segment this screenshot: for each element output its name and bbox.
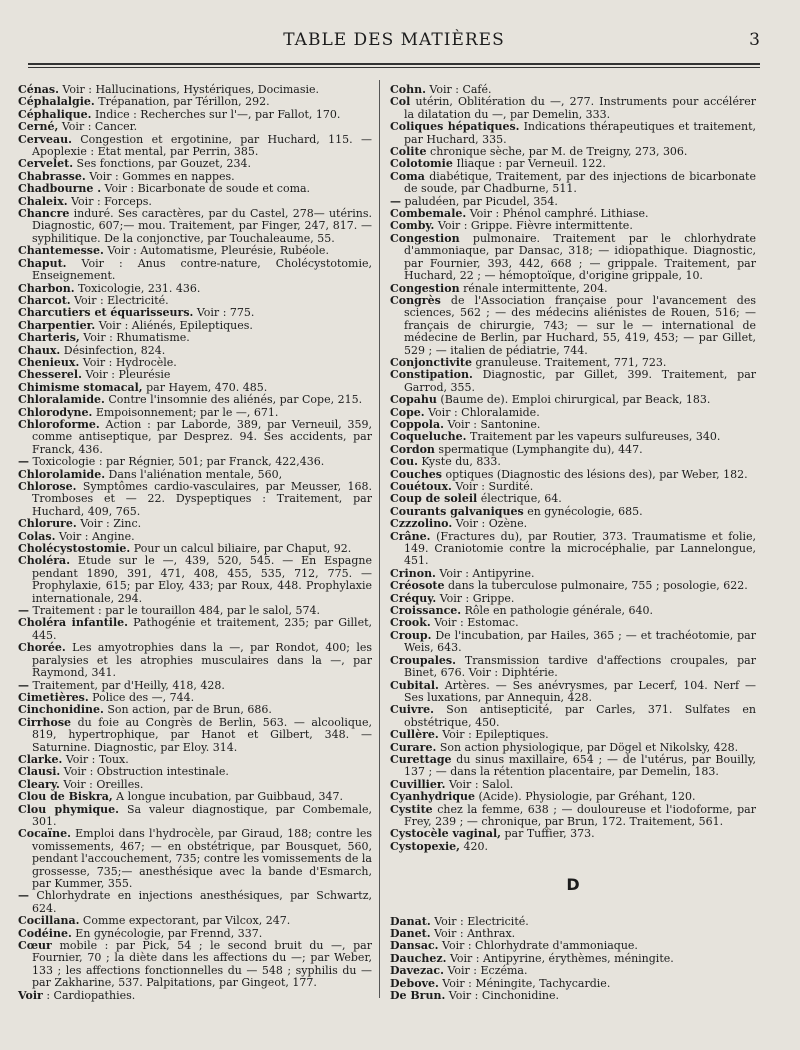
entry-text: Voir : Cinchonidine. — [448, 989, 559, 1003]
entry-heading: Charteris, — [18, 331, 80, 345]
entry-heading: Cervelet. — [18, 157, 74, 171]
entry-text: Voir : Hallucinations, Hystériques, Docimasie. — [62, 83, 320, 96]
entry-heading: Chantemesse. — [18, 244, 104, 258]
header-rule — [28, 63, 760, 68]
entry-text: Voir : Anthrax. — [434, 927, 516, 940]
entry-heading: Cou. — [390, 455, 418, 469]
entry-heading: Cœur — [18, 939, 52, 953]
entry-text: 420. — [463, 839, 489, 853]
entry-text: Voir : Forceps. — [71, 194, 152, 208]
entry-heading: Cleary. — [18, 777, 60, 791]
entry-heading: Cirrhose — [18, 715, 72, 729]
entry-heading: Charpentier. — [18, 318, 96, 332]
entry-heading: Coma — [390, 169, 425, 183]
entry-heading: Codéine. — [18, 926, 72, 940]
entry-heading: — — [18, 889, 29, 903]
entry-text: par Hayem, 470. 485. — [146, 380, 268, 394]
index-entry — [390, 680, 756, 705]
index-entry — [390, 704, 756, 729]
index-entry — [18, 804, 372, 829]
entry-text: (Acide). Physiologie, par Gréhant, 120. — [478, 790, 696, 804]
index-entry — [390, 754, 756, 779]
index-entry — [18, 555, 372, 605]
entry-heading: Colas. — [18, 529, 56, 543]
entry-heading: Dauchez. — [390, 951, 447, 965]
entry-text: Voir : Grippe. — [439, 591, 515, 605]
entry-text: Voir : Angine. — [58, 529, 135, 543]
entry-text: (Baume de). Emploi chirurgical, par Beack, 183. — [440, 393, 711, 407]
entry-text: Voir : Grippe. Fièvre intermittente. — [437, 219, 633, 233]
entry-heading: Cohn. — [390, 83, 426, 96]
index-entry — [390, 630, 756, 655]
page-header — [28, 30, 760, 64]
entry-text: Indications thérapeutiques et traitement, par Huchard, 335. — [404, 120, 756, 146]
entry-heading: Choléra. — [18, 554, 71, 568]
entry-text: Voir : Epileptiques. — [442, 728, 549, 742]
entry-text: Etude sur le —, 439, 520, 545. — En Espagne pendant 1890, 391, 471, 408, 455, 535, 712, 775. — Prophylaxie, 615; par Eloy, 433; par Roux, 448. Prophylaxie internationale, 294. — [32, 554, 372, 605]
entry-text: chronique sèche, par M. de Treigny, 273, 306. — [430, 145, 688, 159]
index-entry — [390, 233, 756, 283]
entry-text: Kyste du, 833. — [421, 455, 501, 469]
entry-text: Voir : Estomac. — [434, 616, 519, 630]
index-entry — [390, 369, 756, 394]
index-entry — [18, 481, 372, 518]
index-entry — [18, 617, 372, 642]
entry-text: Voir : Electricité. — [434, 914, 529, 928]
entry-text: du foie au Congrès de Berlin, 563. — alcoolique, 819, hypertrophique, par Hanot et Gilbert, 348. — Saturnine. Diagnostic, par Eloy. 314. — [32, 715, 372, 754]
entry-heading: Croupales. — [390, 653, 456, 667]
entry-text: Voir : Chlorhydrate d'ammoniaque. — [442, 939, 638, 953]
entry-heading: Cystite — [390, 802, 433, 816]
index-entry — [18, 642, 372, 679]
entry-heading: Cullère. — [390, 728, 439, 742]
entry-heading: Cerné, — [18, 120, 59, 134]
entry-text: Voir : Cancer. — [61, 120, 138, 134]
entry-text: Voir : 775. — [196, 306, 255, 320]
d-entries — [390, 916, 756, 1003]
entry-heading: Conjonctivite — [390, 355, 473, 369]
entry-heading: Coup de soleil — [390, 492, 478, 506]
entry-heading: Créquy. — [390, 591, 437, 605]
page-number: 3 — [749, 30, 760, 50]
entry-text: Traitement par les vapeurs sulfureuses, 340. — [469, 430, 721, 444]
entry-heading: Cuivre. — [390, 703, 434, 717]
index-entry — [18, 419, 372, 456]
index-entry — [390, 804, 756, 829]
entry-text: Voir : Obstruction intestinale. — [63, 765, 229, 779]
entry-heading: Cénas. — [18, 83, 59, 96]
entry-text: Voir : Eczéma. — [447, 964, 528, 978]
entry-heading: Comby. — [390, 219, 435, 233]
entry-text: dans la tuberculose pulmonaire, 755 ; posologie, 622. — [448, 579, 748, 593]
entry-text: granuleuse. Traitement, 771, 723. — [475, 355, 667, 369]
entry-text: Empoisonnement; par le —, 671. — [95, 405, 279, 419]
entry-text: Rôle en pathologie générale, 640. — [464, 604, 654, 618]
entry-heading: Dansac. — [390, 939, 439, 953]
index-entry — [390, 121, 756, 146]
entry-heading: Chabrasse. — [18, 169, 86, 183]
entry-text: Dans l'aliénation mentale, 560, — [108, 467, 283, 481]
entry-text: En gynécologie, par Frennd, 337. — [75, 926, 263, 940]
entry-text: optiques (Diagnostic des lésions des), par Weber, 182. — [445, 467, 748, 481]
entry-heading: Chaleix. — [18, 194, 68, 208]
index-entry — [390, 990, 756, 1002]
c-entries-continued — [390, 84, 756, 853]
entry-text: paludéen, par Picudel, 354. — [404, 194, 558, 208]
entry-heading: Coqueluche. — [390, 430, 467, 444]
entry-text: Voir : Electricité. — [74, 293, 169, 307]
entry-heading: Clarke. — [18, 752, 63, 766]
entry-heading: Créosote — [390, 579, 445, 593]
entry-heading: Chlorodyne. — [18, 405, 93, 419]
entry-heading: Chadbourne . — [18, 182, 102, 196]
entry-text: Iliaque : par Verneuil. 122. — [456, 157, 606, 171]
entry-heading: Charbon. — [18, 281, 75, 295]
entry-text: Emploi dans l'hydrocèle, par Giraud, 188; contre les vomissements, 467; — en obstétrique, par Bousquet, 560, pendant l'accouchement, 735; contre les vomissements de la grossesse, 735;— anesthésique avec la bande d'Esmarch, par Kummer, 355. — [32, 827, 372, 890]
index-entry — [18, 258, 372, 283]
entry-heading: — — [18, 678, 29, 692]
entry-text: diabétique, Traitement, par des injections de bicarbonate de soude, par Chadburne, 511. — [404, 169, 756, 196]
entry-heading: Charcot. — [18, 293, 71, 307]
entry-text: Son antisepticité, par Carles, 371. Sulfates en obstétrique, 450. — [404, 703, 756, 729]
entry-text: Toxicologie, 231. 436. — [78, 281, 201, 295]
entry-heading: Crâne. — [390, 529, 431, 543]
entry-text: Voir : Gommes en nappes. — [89, 169, 235, 183]
entry-text: A longue incubation, par Guibbaud, 347. — [116, 790, 344, 804]
index-entry — [18, 940, 372, 990]
entry-heading: Céphalalgie. — [18, 95, 95, 109]
entry-heading: De Brun. — [390, 989, 446, 1003]
entry-heading: Cuvillier. — [390, 777, 446, 791]
entry-heading: Cubital. — [390, 678, 439, 692]
entry-heading: Cyanhydrique — [390, 790, 476, 804]
entry-text: Trépanation, par Térillon, 292. — [98, 95, 270, 109]
column-divider — [379, 80, 380, 998]
entry-text: Voir : Antipyrine. — [439, 566, 535, 580]
entry-heading: Cinchonidine. — [18, 703, 104, 717]
entry-text: Voir : Automatisme, Pleurésie, Rubéole. — [107, 244, 329, 258]
entry-text: Voir : Oreilles. — [63, 777, 144, 791]
entry-text: Traitement : par le touraillon 484, par le salol, 574. — [32, 604, 321, 618]
entry-heading: Coppola. — [390, 417, 444, 431]
entry-text: Voir : Zinc. — [80, 517, 142, 531]
entry-text: électrique, 64. — [480, 492, 562, 506]
entry-text: Ses fonctions, par Gouzet, 234. — [76, 157, 252, 171]
entry-heading: Couétoux. — [390, 480, 452, 493]
entry-text: Indice : Recherches sur l'—, par Fallot, 170. — [94, 107, 341, 121]
entry-heading: Congestion — [390, 231, 460, 245]
entry-heading: Constipation. — [390, 368, 473, 382]
entry-text: Artères. — Ses anévrysmes, par Lecerf, 104. Nerf — Ses luxations, par Annequin, 428. — [404, 678, 756, 704]
entry-text: Voir : Pleurésie — [85, 368, 171, 382]
index-entry — [390, 295, 756, 357]
right-column — [390, 84, 756, 1002]
entry-text: pulmonaire. Traitement par le chlorhydrate d'ammoniaque, par Dansac, 318; — idiopathique. Diagnostic, par Fournier, 393, 442, 668 ; — grippale. Traitement, par Huchard, 22 ; — hémoptoïque, d'origine grippale, 10. — [404, 231, 756, 283]
entry-text: rénale intermittente, 204. — [463, 281, 608, 295]
entry-text: Congestion et ergotinine, par Huchard, 115. — Apoplexie : Etat mental, par Perrin, 385. — [32, 132, 372, 159]
entry-text: Voir : Surdité. — [455, 480, 534, 493]
entry-heading: Davezac. — [390, 964, 444, 978]
index-entry — [390, 96, 756, 121]
entry-text: Voir : Santonine. — [447, 417, 541, 431]
entry-text: de l'Association française pour l'avancement des sciences, 562 ; — des médecins aliénistes de Rouen, 516; — français de chirurgie, 743; — sur le — international de médecine de Berlin, par Huchard, 55, 419, 453; — par Gillet, 529 ; — italien de pédiatrie, 744. — [404, 293, 756, 357]
entry-text: Transmission tardive d'affections croupales, par Binet, 676. Voir : Diphtérie. — [404, 653, 756, 680]
entry-heading: Crook. — [390, 616, 431, 630]
entry-text: De l'incubation, par Hailes, 365 ; — et trachéotomie, par Weis, 643. — [404, 628, 756, 655]
entry-text: Son action physiologique, par Dögel et Nikolsky, 428. — [439, 740, 739, 754]
entry-heading: — — [18, 455, 29, 469]
entry-heading: Clou phymique. — [18, 802, 119, 816]
entry-heading: Chimisme stomacal, — [18, 380, 143, 394]
entry-heading: Combemale. — [390, 207, 467, 221]
entry-text: Voir : Bicarbonate de soude et coma. — [104, 182, 311, 196]
entry-heading: Danat. — [390, 914, 431, 928]
entry-heading: Chaux. — [18, 343, 61, 357]
entry-text: Police des —, 744. — [92, 690, 195, 704]
entry-text: Voir : Antipyrine, érythèmes, méningite. — [449, 951, 674, 965]
entry-text: spermatique (Lymphangite du), 447. — [438, 442, 643, 456]
entry-text: induré. Ses caractères, par du Castel, 278— utérins. Diagnostic, 607;— mou. Traitement, par Finger, 247, 817. — syphilitique. De la conjonctive, par Touchaleaume, 55. — [32, 207, 372, 245]
entry-text: Voir : Méningite, Tachycardie. — [442, 976, 611, 990]
entry-text: Voir : Phénol camphré. Lithiase. — [469, 207, 649, 221]
entry-heading: Charcutiers et équarisseurs. — [18, 306, 194, 320]
entry-heading: Clou de Biskra, — [18, 790, 113, 804]
entry-heading: Céphalique. — [18, 107, 92, 121]
entry-heading: Debove. — [390, 976, 439, 990]
entry-heading: Chlorure. — [18, 517, 77, 531]
entry-text: Chlorhydrate en injections anesthésiques, par Schwartz, 624. — [32, 889, 373, 915]
entry-text: Toxicologie : par Régnier, 501; par Franck, 422,436. — [32, 455, 325, 469]
entry-text: Désinfection, 824. — [63, 343, 166, 357]
index-entry — [18, 990, 372, 1002]
entry-heading: Chancre — [18, 207, 70, 221]
entry-heading: Congrès — [390, 293, 441, 307]
entry-text: Voir : Salol. — [448, 777, 514, 791]
entry-heading: Chloralamide. — [18, 393, 105, 407]
entry-text: Traitement, par d'Heilly, 418, 428. — [32, 678, 225, 692]
entry-heading: Chlorolamide. — [18, 467, 106, 481]
entry-text: par Tuffier, 373. — [504, 827, 595, 841]
entry-text: Son action, par de Brun, 686. — [107, 703, 272, 717]
entry-heading: Chenieux. — [18, 355, 80, 369]
entry-text: chez la femme, 638 ; — douloureuse et l'iodoforme, par Frey, 239 ; — chronique, par Brun, 172. Traitement, 561. — [404, 802, 756, 828]
entry-heading: Cimetières. — [18, 690, 89, 704]
entry-heading: Chesserel. — [18, 368, 82, 382]
entry-text: du sinus maxillaire, 654 ; — de l'utérus, par Bouilly, 137 ; — dans la rétention placentaire, par Demelin, 183. — [404, 752, 757, 779]
page-title: TABLE DES MATIÈRES — [283, 30, 505, 50]
entry-text: mobile : par Pick, 54 ; le second bruit du —, par Fournier, 70 ; la diète dans les affections du —; par Weber, 133 ; les affections fonctionnelles du — 548 ; syphilis du — par Zakharine, 537. Palpitations, par Gingeot, 177. — [32, 939, 372, 990]
entry-text: Voir : Toux. — [65, 752, 129, 766]
entry-heading: Chloroforme. — [18, 417, 100, 431]
entry-heading: Cocillana. — [18, 914, 80, 928]
entry-heading: Couches — [390, 467, 442, 481]
entry-text: (Fractures du), par Routier, 373. Traumatisme et folie, 149. Craniotomie contre la microcéphalie, par Lannelongue, 451. — [404, 529, 756, 568]
entry-text: Voir : Aliénés, Epileptiques. — [98, 318, 253, 332]
entry-heading: Chorée. — [18, 641, 66, 655]
entry-heading: Colite — [390, 145, 427, 159]
entry-heading: Cordon — [390, 442, 435, 456]
entry-heading: Chlorose. — [18, 480, 77, 493]
entry-heading: Croissance. — [390, 604, 462, 618]
entry-text: Action : par Laborde, 389, par Verneuil, 359, comme antiseptique, par Desprez. 94. Ses accidents, par Franck, 436. — [32, 417, 372, 456]
entry-text: Pour un calcul biliaire, par Chaput, 92. — [133, 542, 352, 556]
entry-heading: Cholécystostomie. — [18, 542, 131, 556]
entry-heading: — — [390, 194, 401, 208]
entry-heading: Cope. — [390, 405, 425, 419]
entry-text: Comme expectorant, par Vilcox, 247. — [82, 914, 291, 928]
entry-text: Diagnostic, par Gillet, 399. Traitement, par Garrod, 355. — [404, 368, 757, 394]
index-entry — [18, 717, 372, 754]
entry-heading: Coliques hépatiques. — [390, 120, 520, 134]
entry-text: Voir : Chloralamide. — [428, 405, 540, 419]
entry-text: : Cardiopathies. — [46, 988, 136, 1002]
entry-heading: Copahu — [390, 393, 437, 407]
entry-text: Voir : Hydrocèle. — [82, 355, 177, 369]
index-entry — [18, 134, 372, 159]
entry-text: Voir : Café. — [429, 83, 492, 96]
index-entry — [18, 890, 372, 915]
entry-heading: Cocaïne. — [18, 827, 71, 841]
entry-heading: — — [18, 604, 29, 618]
entry-text: Sa valeur diagnostique, par Combemale, 301. — [32, 802, 373, 828]
entry-heading: Curettage — [390, 752, 452, 766]
entry-text: Pathogénie et traitement, 235; par Gillet, 445. — [32, 616, 372, 642]
left-column — [18, 84, 372, 1002]
section-letter: D — [566, 875, 580, 895]
entry-text: Les amyotrophies dans la —, par Rondot, 400; les paralysies et les atrophies musculaires dans la —, par Raymond, 341. — [32, 641, 373, 680]
index-entry — [18, 828, 372, 890]
index-entry — [390, 531, 756, 568]
entry-heading: Cystocèle vaginal, — [390, 827, 501, 841]
index-entry — [390, 841, 756, 853]
entry-heading: Cerveau. — [18, 132, 72, 146]
entry-heading: Chaput. — [18, 256, 67, 270]
entry-heading: Crinon. — [390, 566, 436, 580]
entry-text: Voir : Ozène. — [455, 517, 528, 531]
entry-heading: Czzzolino. — [390, 517, 453, 531]
entry-text: en gynécologie, 685. — [527, 504, 643, 518]
entry-heading: Col — [390, 95, 411, 109]
index-entry — [390, 655, 756, 680]
entry-heading: Congestion — [390, 281, 460, 295]
entry-text: Contre l'insomnie des aliénés, par Cope, 215. — [108, 393, 363, 407]
index-entry — [390, 171, 756, 196]
entry-heading: Colotomie — [390, 157, 453, 171]
entry-heading: Voir — [18, 988, 43, 1002]
entry-heading: Courants galvaniques — [390, 504, 524, 518]
entry-heading: Cystopexie, — [390, 839, 461, 853]
entry-heading: Choléra infantile. — [18, 616, 128, 630]
index-entry — [18, 208, 372, 245]
entry-text: Voir : Anus contre-nature, Cholécystotomie, Enseignement. — [32, 256, 372, 283]
entry-heading: Croup. — [390, 628, 432, 642]
entry-text: Symptômes cardio-vasculaires, par Meusser, 168. Tromboses et — 22. Dyspeptiques : Traitement, par Huchard, 409, 765. — [32, 480, 373, 518]
entry-heading: Clausi. — [18, 765, 61, 779]
entry-text: Voir : Rhumatisme. — [83, 331, 190, 345]
entry-heading: Danet. — [390, 927, 431, 940]
entry-text: utérin, Oblitération du —, 277. Instruments pour accélérer la dilatation du —, par Demelin, 333. — [404, 95, 756, 121]
entry-heading: Curare. — [390, 740, 437, 754]
